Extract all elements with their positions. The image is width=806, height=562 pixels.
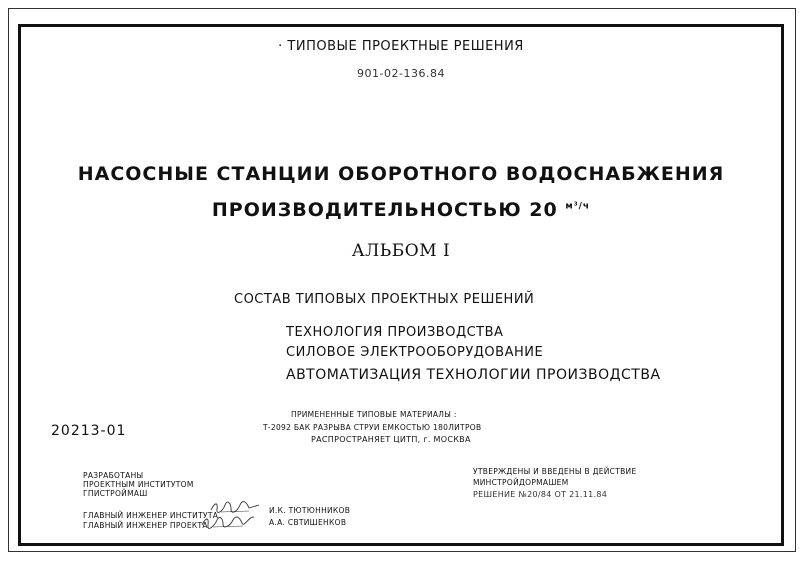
chief-institute-role: ГЛАВНЫЙ ИНЖЕНЕР ИНСТИТУТА: [83, 511, 219, 520]
developer-line: ПРОЕКТНЫМ ИНСТИТУТОМ: [83, 480, 194, 489]
materials-item: Т-2092 БАК РАЗРЫВА СТРУИ ЕМКОСТЬЮ 180ЛИТРОВ: [263, 423, 482, 432]
composition-item: СИЛОВОЕ ЭЛЕКТРООБОРУДОВАНИЕ: [286, 345, 544, 360]
chief-project-name: А.А. СВТИШЕНКОВ: [269, 518, 347, 527]
approval-line: РЕШЕНИЕ №20/84 ОТ 21.11.84: [473, 490, 608, 499]
document-title-line2: [21, 199, 781, 221]
series-title: · ТИПОВЫЕ ПРОЕКТНЫЕ РЕШЕНИЯ: [278, 39, 524, 54]
chief-project-role: ГЛАВНЫЙ ИНЖЕНЕР ПРОЕКТА: [83, 521, 208, 530]
document-title-line1: НАСОСНЫЕ СТАНЦИИ ОБОРОТНОГО ВОДОСНАБЖЕНИЯ: [77, 163, 725, 185]
developer-line: ГПИСТРОЙМАШ: [83, 489, 148, 498]
title-unit: м³/ч: [565, 201, 591, 212]
approval-line: УТВЕРЖДЕНЫ И ВВЕДЕНЫ В ДЕЙСТВИЕ: [473, 467, 637, 476]
chief-institute-name: И.К. ТЮТЮННИКОВ: [269, 506, 351, 515]
composition-item: ТЕХНОЛОГИЯ ПРОИЗВОДСТВА: [286, 325, 504, 340]
developer-line: РАЗРАБОТАНЫ: [83, 471, 144, 480]
inventory-number: 20213-01: [51, 423, 127, 439]
signature-chief-project: [199, 513, 259, 529]
materials-distribution: РАСПРОСТРАНЯЕТ ЦИТП, г. МОСКВА: [311, 435, 471, 444]
series-number: 901-02-136.84: [357, 67, 445, 80]
album-label: АЛЬБОМ I: [351, 241, 451, 261]
title-line2-text: ПРОИЗВОДИТЕЛЬНОСТЬЮ 20: [211, 199, 558, 221]
materials-heading: ПРИМЕНЕННЫЕ ТИПОВЫЕ МАТЕРИАЛЫ :: [291, 410, 457, 419]
approval-line: МИНСТРОЙДОРМАШЕМ: [473, 478, 569, 487]
composition-heading: СОСТАВ ТИПОВЫХ ПРОЕКТНЫХ РЕШЕНИЙ: [234, 292, 535, 307]
composition-item: АВТОМАТИЗАЦИЯ ТЕХНОЛОГИИ ПРОИЗВОДСТВА: [286, 367, 661, 383]
title-page-border: [18, 24, 784, 546]
